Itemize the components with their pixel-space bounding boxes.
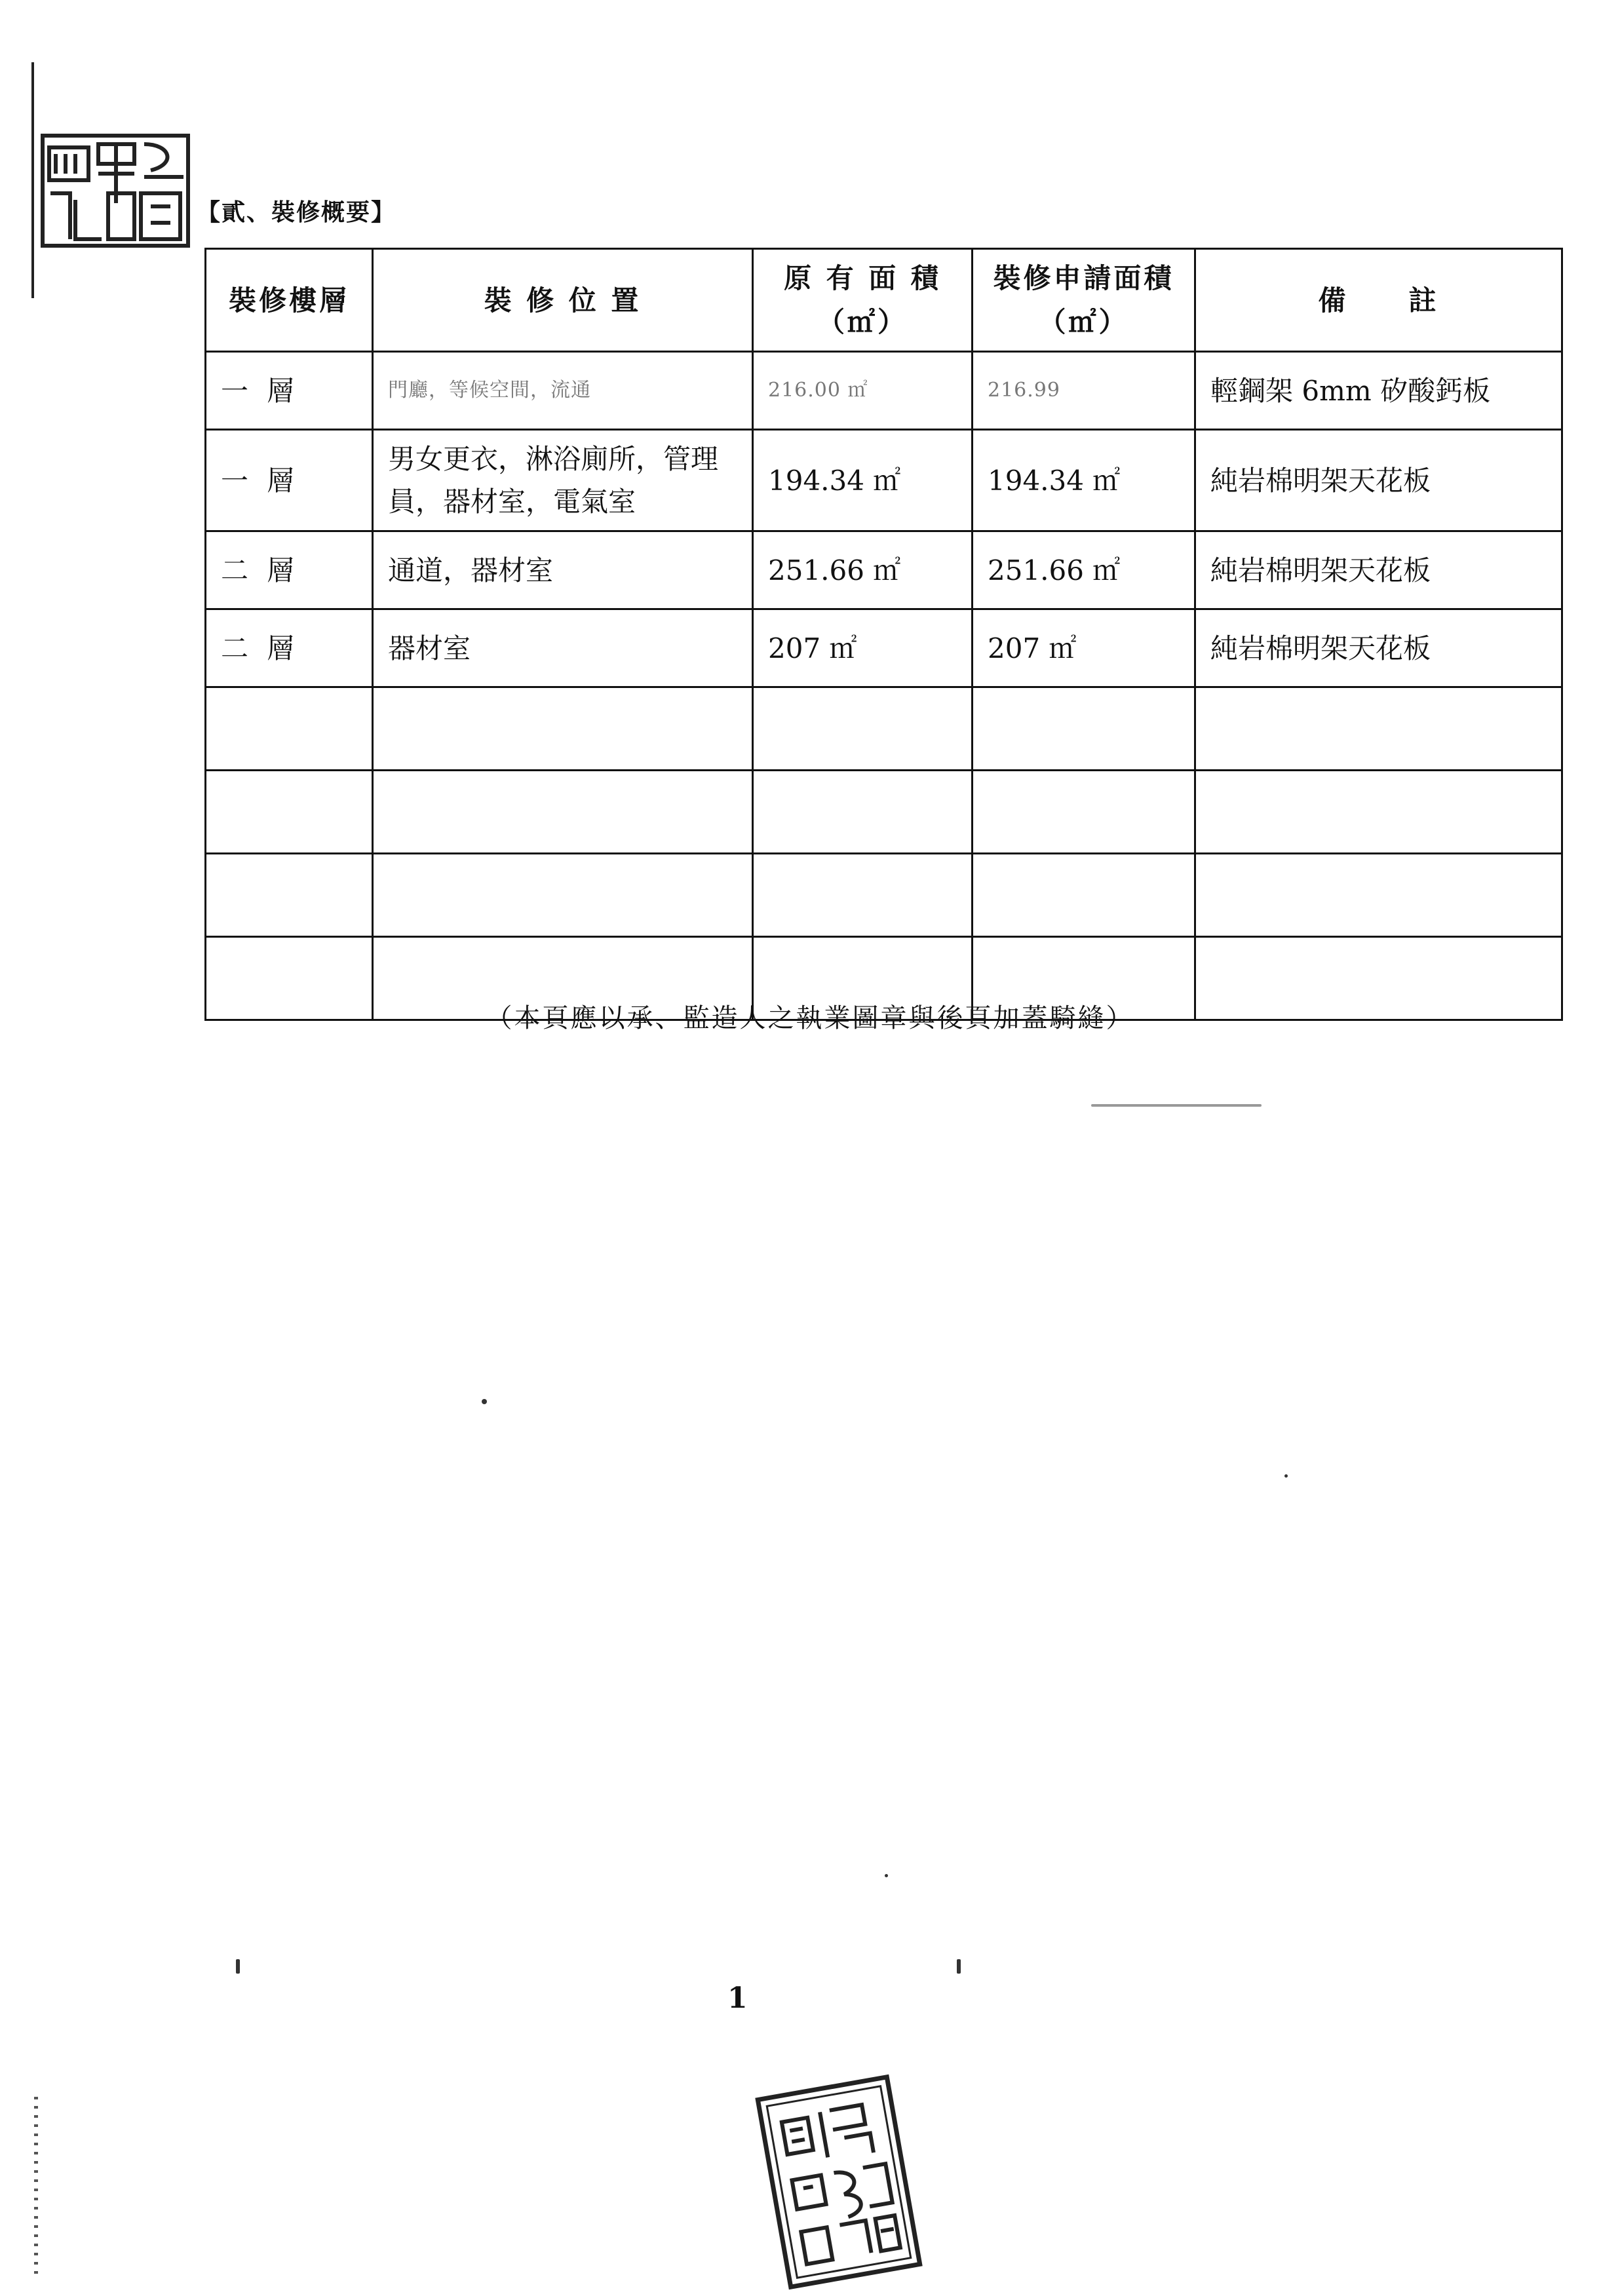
footnote: （本頁應以承、監造人之執業圖章與後頁加蓋騎縫） xyxy=(486,1003,1134,1033)
cell-applied-area: 194.34 ㎡ xyxy=(973,430,1195,531)
scan-speck xyxy=(482,1399,487,1404)
header-original-area: 原 有 面 積 （㎡） xyxy=(753,249,973,352)
scan-speck xyxy=(1284,1474,1288,1478)
table-row-empty xyxy=(206,687,1562,771)
header-applied-area: 裝修申請面積 （㎡） xyxy=(973,249,1195,352)
cell-location: 男女更衣，淋浴廁所，管理員，器材室，電氣室 xyxy=(373,430,753,531)
cell-applied-area: 251.66 ㎡ xyxy=(973,531,1195,609)
seal-stamp-top xyxy=(36,128,193,252)
seal-stamp-bottom xyxy=(754,2074,924,2290)
cell-remarks: 純岩棉明架天花板 xyxy=(1195,531,1562,609)
scan-speck xyxy=(1091,1104,1262,1107)
table-row-empty xyxy=(206,854,1562,937)
cell-location: 門廳，等候空間，流通 xyxy=(373,352,753,430)
scan-speck xyxy=(236,1959,240,1974)
cell-remarks: 純岩棉明架天花板 xyxy=(1195,609,1562,687)
header-remarks: 備 註 xyxy=(1195,249,1562,352)
cell-location: 通道，器材室 xyxy=(373,531,753,609)
scan-speck xyxy=(885,1874,888,1877)
cell-applied-area: 216.99 xyxy=(973,352,1195,430)
cell-floor: 二層 xyxy=(206,531,373,609)
cell-remarks: 輕鋼架 6mm 矽酸鈣板 xyxy=(1195,352,1562,430)
renovation-summary-table xyxy=(204,248,1563,1021)
cell-location: 器材室 xyxy=(373,609,753,687)
cell-remarks: 純岩棉明架天花板 xyxy=(1195,430,1562,531)
cell-applied-area: 207 ㎡ xyxy=(973,609,1195,687)
cell-original-area: 216.00 ㎡ xyxy=(753,352,973,430)
header-floor: 裝修樓層 xyxy=(206,249,373,352)
table-row xyxy=(206,531,1562,609)
cell-floor: 一層 xyxy=(206,430,373,531)
table-row-empty xyxy=(206,771,1562,854)
left-margin-rule xyxy=(31,62,34,298)
table-row xyxy=(206,430,1562,531)
page-number: 1 xyxy=(727,1981,748,2015)
cell-floor: 二層 xyxy=(206,609,373,687)
table-row xyxy=(206,352,1562,430)
scan-speck xyxy=(957,1959,961,1974)
cell-original-area: 251.66 ㎡ xyxy=(753,531,973,609)
table-row xyxy=(206,609,1562,687)
left-margin-speckles xyxy=(34,2097,38,2280)
cell-original-area: 207 ㎡ xyxy=(753,609,973,687)
cell-original-area: 194.34 ㎡ xyxy=(753,430,973,531)
cell-floor: 一層 xyxy=(206,352,373,430)
section-title: 【貳、裝修概要】 xyxy=(197,199,396,226)
header-location: 裝 修 位 置 xyxy=(373,249,753,352)
table-header-row xyxy=(206,249,1562,352)
